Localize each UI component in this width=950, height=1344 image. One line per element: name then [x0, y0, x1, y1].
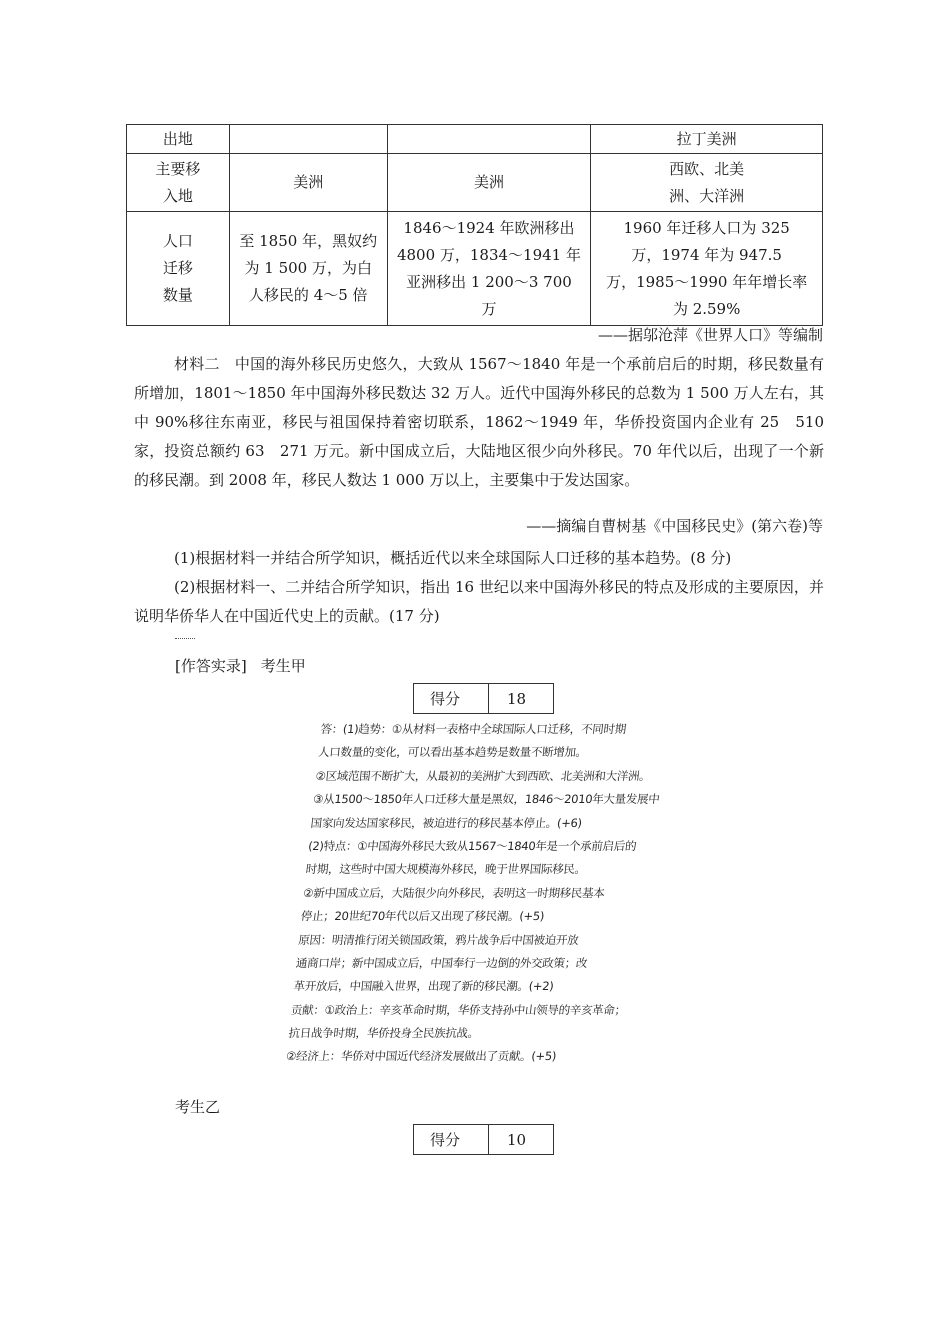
cell-line: 万 — [481, 299, 497, 318]
handwriting-line: 贡献：①政治上：辛亥革命时期，华侨支持孙中山领导的辛亥革命； — [290, 1002, 627, 1017]
handwriting-line: ②经济上：华侨对中国近代经济发展做出了贡献。(+5) — [285, 1049, 557, 1064]
handwriting-line: ②新中国成立后，大陆很少向外移民，表明这一时期移民基本 — [302, 885, 606, 900]
cell-line: 人移民的 4～5 倍 — [248, 286, 368, 304]
table-row — [127, 154, 823, 212]
score-box-a — [413, 683, 554, 714]
handwriting-line: 停止；20世纪70年代以后又出现了移民潮。(+5) — [300, 909, 545, 924]
score-label: 得分 — [414, 1125, 489, 1155]
cell-line: 入地 — [162, 186, 193, 205]
cell-line: 主要移 — [155, 159, 201, 178]
cell-line: 4800 万，1834～1941 年 — [396, 245, 581, 264]
cell-line: 洲、大洋洲 — [669, 186, 745, 205]
cell-line: 1960 年迁移人口为 325 — [623, 218, 790, 237]
table-cell — [127, 212, 230, 326]
question-two: (2)根据材料一、二并结合所学知识，指出 16 世纪以来中国海外移民的特点及形成的主要原因，并说明华侨华人在中国近代史上的贡献。(17 分) — [134, 578, 824, 625]
cell-line: 至 1850 年，黑奴约 — [239, 232, 378, 250]
handwritten-answer-image — [282, 718, 721, 1093]
handwriting-line: 时期，这些时中国大规模海外移民，晚于世界国际移民。 — [305, 862, 587, 877]
table-cell: 拉丁美洲 — [591, 125, 823, 154]
table-row — [127, 212, 823, 326]
cell-line: 数量 — [162, 286, 193, 304]
table-cell: 出地 — [127, 125, 230, 154]
table-cell — [591, 154, 823, 212]
handwriting-line: ③从1500～1850年人口迁移大量是黑奴，1846～2010年大量发展中 — [312, 792, 661, 807]
material-two-paragraph: 材料二 中国的海外移民历史悠久，大致从 1567～1840 年是一个承前启后的时期，移民数量有所增加，1801～1850 年中国海外移民数达 32 万人。近代中国海外移民的总数为 1 500 万人左右，其中 90%移往东南亚，移民与祖国保持着密切联系，1862～1949 年，华侨投资国内企业有 25 510 家，投资总额约 63 271 万元。新中国成立后，大陆地区很少向外移民。70 年代以后，出现了一个新的移民潮。到 2008 年，移民人数达 1 000 万以上，主要集中于发达国家。 — [134, 355, 824, 489]
cell-line: 西欧、北美 — [669, 159, 745, 178]
student-a-label: 考生甲 — [260, 657, 306, 675]
score-value: 18 — [489, 684, 554, 714]
handwriting-line: 国家向发达国家移民，被迫进行的移民基本停止。(+6) — [309, 815, 583, 830]
table-cell — [387, 125, 591, 154]
table-cell — [127, 154, 230, 212]
answer-record-heading — [175, 655, 306, 676]
cell-line: 人口 — [162, 232, 193, 250]
cell-line: 迁移 — [162, 259, 193, 277]
cell-line: 万，1974 年为 947.5 — [631, 245, 782, 264]
cell-line: 万，1985～1990 年年增长率 — [606, 272, 808, 291]
cell-line: 为 2.59% — [672, 299, 741, 318]
table-cell — [387, 212, 591, 326]
handwriting-line: 抗日战争时期，华侨投身全民族抗战。 — [287, 1026, 480, 1041]
handwriting-line: 答：(1)趋势：①从材料一表格中全球国际人口迁移，不同时期 — [319, 722, 627, 736]
table-row — [127, 125, 823, 154]
handwriting-line: 通商口岸；新中国成立后，中国奉行一边倒的外交政策；改 — [295, 955, 588, 970]
handwriting-line: 原因：明清推行闭关锁国政策，鸦片战争后中国被迫开放 — [297, 932, 580, 947]
record-label: [作答实录] — [175, 657, 247, 675]
table-cell — [229, 125, 387, 154]
table-cell — [229, 212, 387, 326]
handwriting-line: ②区域范围不断扩大，从最初的美洲扩大到西欧、北美洲和大洋洲。 — [314, 768, 652, 783]
cell-line: 1846～1924 年欧洲移出 — [403, 218, 575, 237]
table-cell: 美洲 — [387, 154, 591, 212]
divider — [175, 638, 195, 639]
table-cell — [591, 212, 823, 326]
question-one: (1)根据材料一并结合所学知识，概括近代以来全球国际人口迁移的基本趋势。(8 分) — [174, 549, 732, 567]
score-value: 10 — [489, 1125, 554, 1155]
handwriting-line: 人口数量的变化，可以看出基本趋势是数量不断增加。 — [317, 745, 588, 760]
table-cell: 美洲 — [229, 154, 387, 212]
student-b-label: 考生乙 — [175, 1098, 221, 1116]
handwriting-line: 革开放后，中国融入世界，出现了新的移民潮。(+2) — [292, 979, 555, 994]
cell-line: 亚洲移出 1 200～3 700 — [406, 272, 572, 291]
score-label: 得分 — [414, 684, 489, 714]
handwriting-line: (2)特点：①中国海外移民大致从1567～1840年是一个承前启后的 — [307, 838, 637, 853]
source-citation: ——摘编自曹树基《中国移民史》(第六卷)等 — [526, 517, 823, 535]
migration-table — [126, 124, 823, 326]
cell-line: 为 1 500 万，为白 — [244, 259, 372, 277]
score-box-b — [413, 1124, 554, 1155]
source-citation: ——据邬沧萍《世界人口》等编制 — [597, 326, 823, 344]
